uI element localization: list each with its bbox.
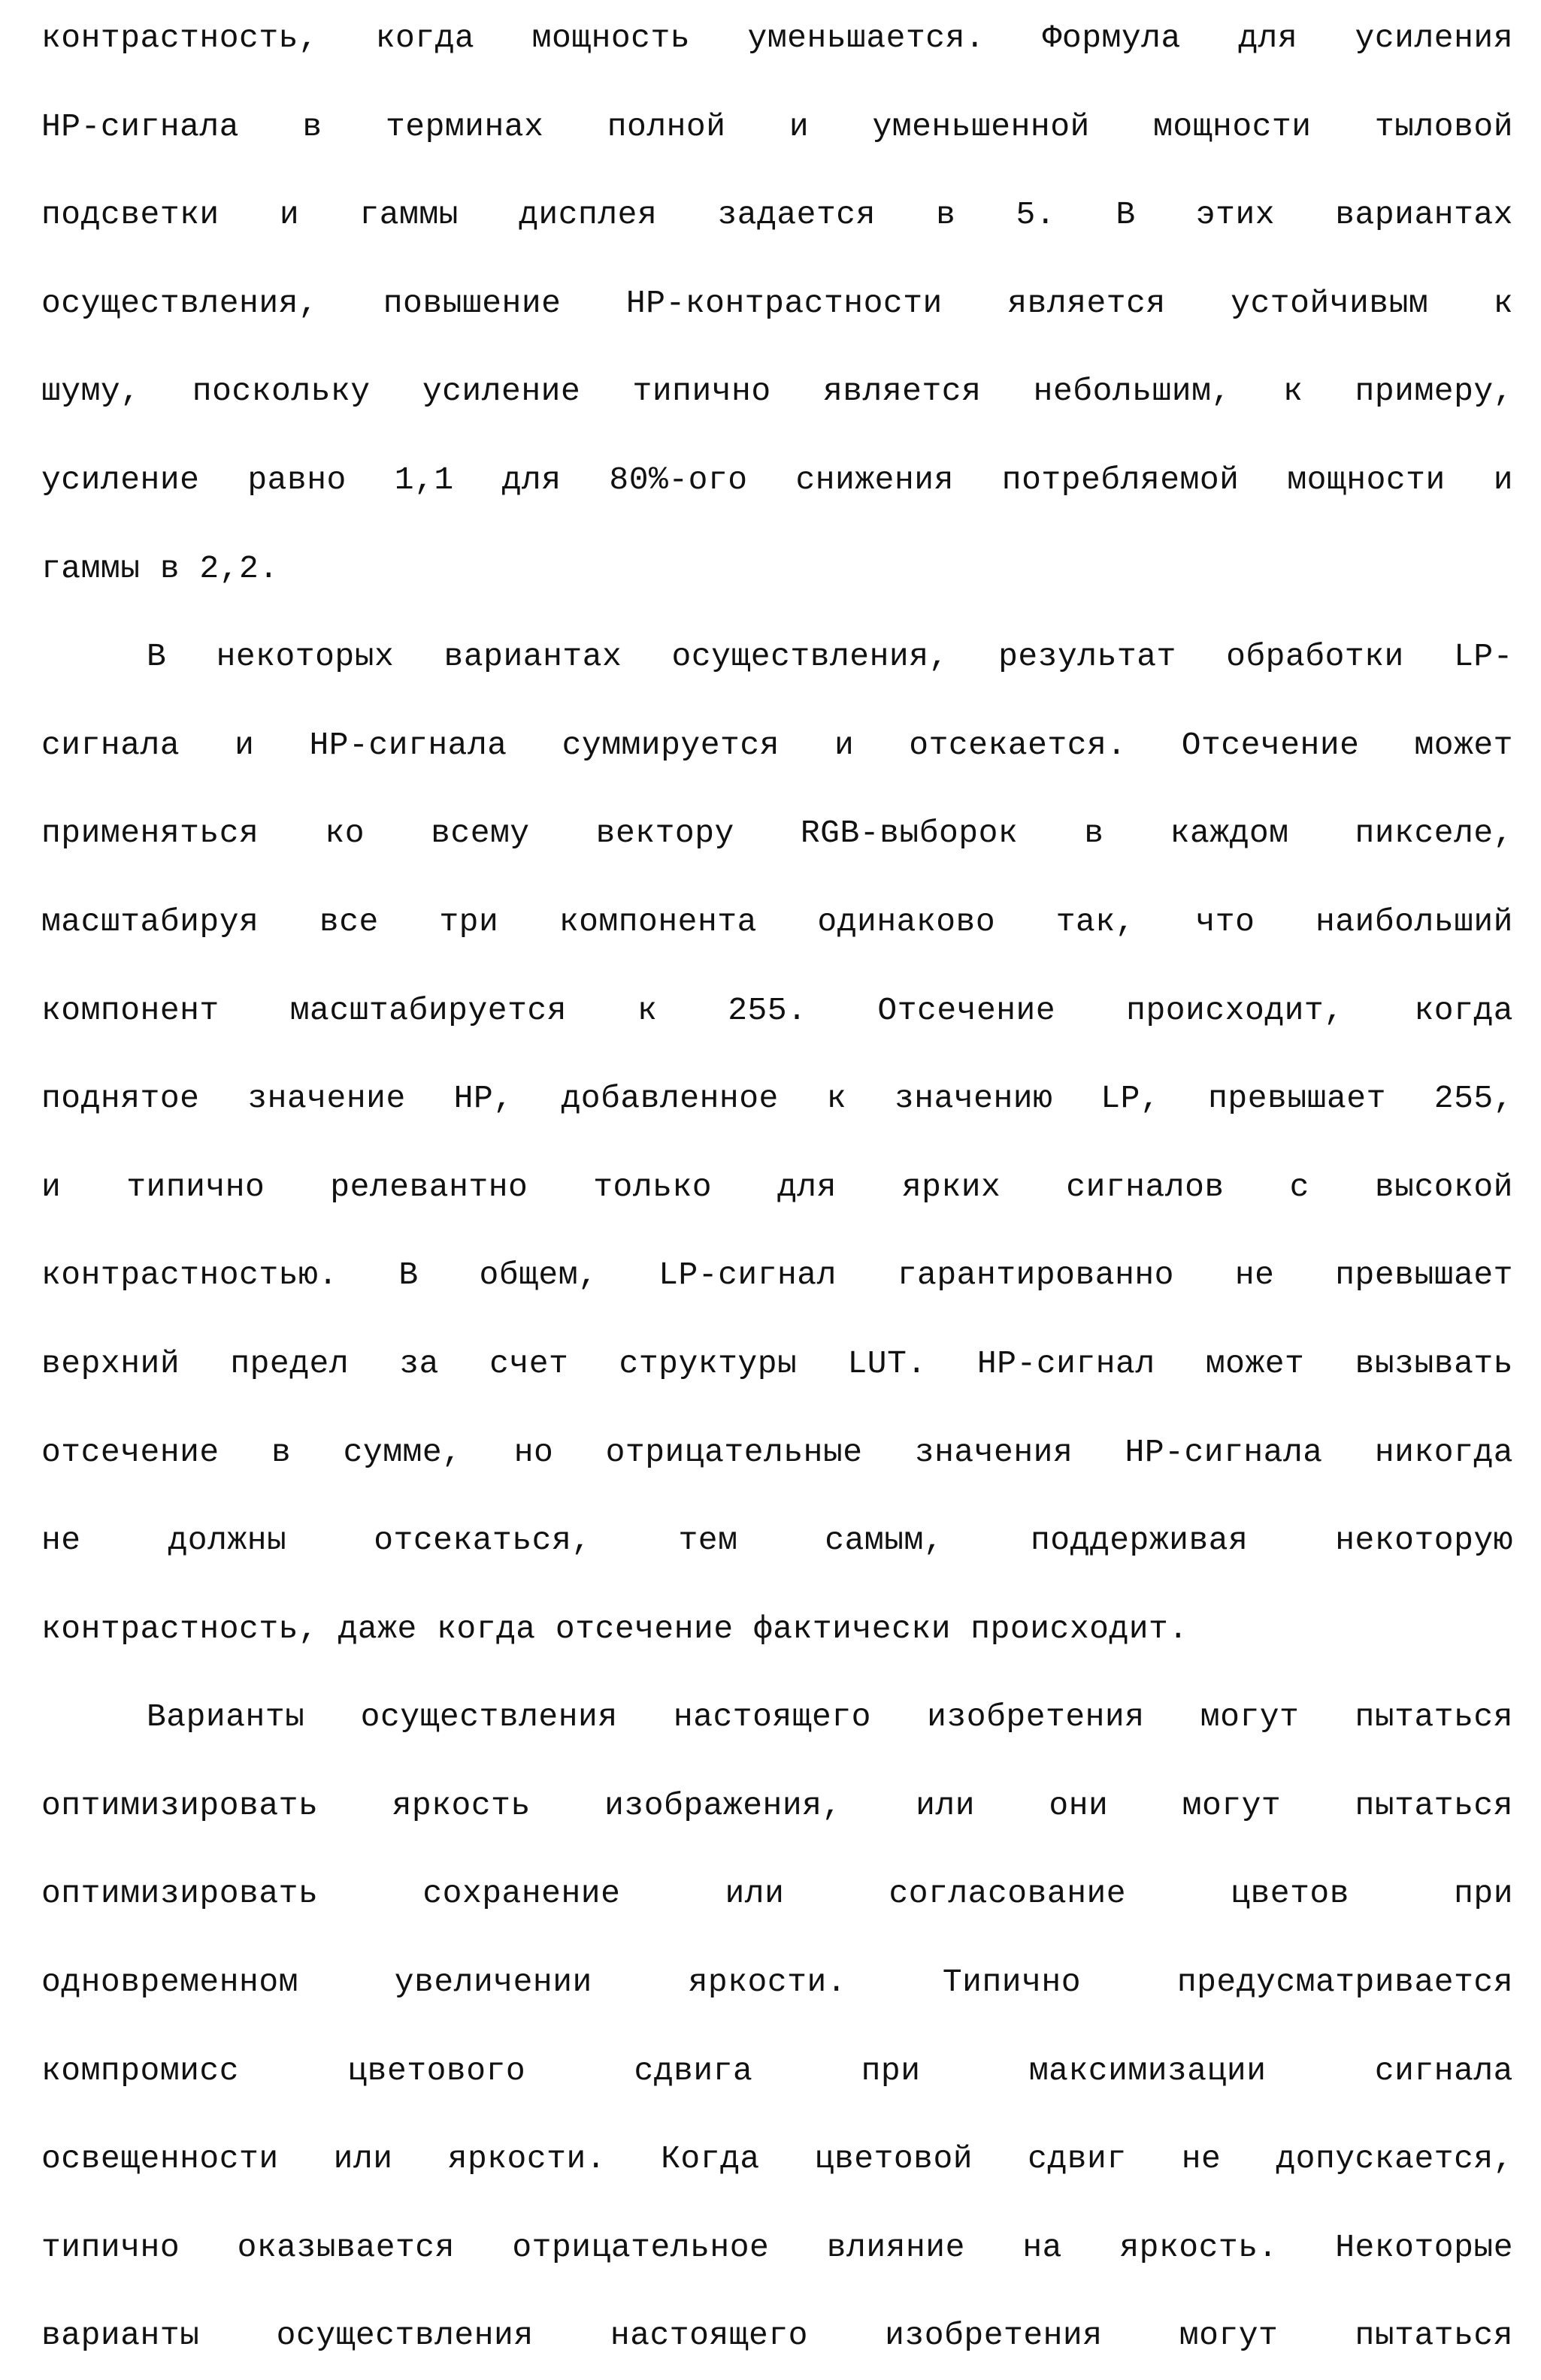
text-line: одновременном увеличении яркости. Типично предусматривается <box>41 1964 1513 2001</box>
text-line: компромисс цветового сдвига при максимизации сигнала <box>41 2052 1513 2089</box>
text-line: отсечение в сумме, но отрицательные значения HP-сигнала никогда <box>41 1433 1513 1471</box>
text-line: оптимизировать сохранение или согласование цветов при <box>41 1875 1513 1913</box>
text-line: сигнала и HP-сигнала суммируется и отсекается. Отсечение может <box>41 726 1513 764</box>
paragraph-2 <box>41 612 1513 1673</box>
text-line: масштабируя все три компонента одинаково так, что наибольший <box>41 903 1513 940</box>
text-line: варианты осуществления настоящего изобретения могут пытаться <box>41 2317 1513 2354</box>
text-line: компонент масштабируется к 255. Отсечение происходит, когда <box>41 991 1513 1029</box>
text-line: контрастность, когда мощность уменьшается. Формула для усиления <box>41 20 1513 56</box>
text-line: гаммы в 2,2. <box>41 549 279 587</box>
text-line: Варианты осуществления настоящего изобретения могут пытаться <box>147 1698 1513 1736</box>
paragraph-3 <box>41 1673 1513 2380</box>
text-line: усиление равно 1,1 для 80%-ого снижения потребляемой мощности и <box>41 461 1513 498</box>
text-line: типично оказывается отрицательное влияние на яркость. Некоторые <box>41 2228 1513 2266</box>
text-line: HP-сигнала в терминах полной и уменьшенной мощности тыловой <box>41 107 1513 145</box>
text-line: верхний предел за счет структуры LUT. HP-сигнал может вызывать <box>41 1344 1513 1382</box>
text-line: оптимизировать яркость изображения, или они могут пытаться <box>41 1786 1513 1824</box>
text-line: осуществления, повышение HP-контрастности является устойчивым к <box>41 284 1513 322</box>
text-line: шуму, поскольку усиление типично является небольшим, к примеру, <box>41 373 1513 410</box>
text-line: не должны отсекаться, тем самым, поддерживая некоторую <box>41 1522 1513 1559</box>
text-line: освещенности или яркости. Когда цветовой сдвиг не допускается, <box>41 2140 1513 2178</box>
text-line: подсветки и гаммы дисплея задается в 5. В этих вариантах <box>41 196 1513 234</box>
text-line: контрастность, даже когда отсечение фактически происходит. <box>41 1610 1188 1647</box>
text-line: контрастностью. В общем, LP-сигнал гарантированно не превышает <box>41 1257 1513 1294</box>
text-line: применяться ко всему вектору RGB-выборок в каждом пикселе, <box>41 815 1513 852</box>
document-page <box>41 0 1513 2380</box>
text-line: В некоторых вариантах осуществления, результат обработки LP- <box>147 638 1513 676</box>
text-line: и типично релевантно только для ярких сигналов с высокой <box>41 1168 1513 1205</box>
paragraph-1 <box>41 0 1513 612</box>
text-line: поднятое значение HP, добавленное к значению LP, превышает 255, <box>41 1080 1513 1117</box>
